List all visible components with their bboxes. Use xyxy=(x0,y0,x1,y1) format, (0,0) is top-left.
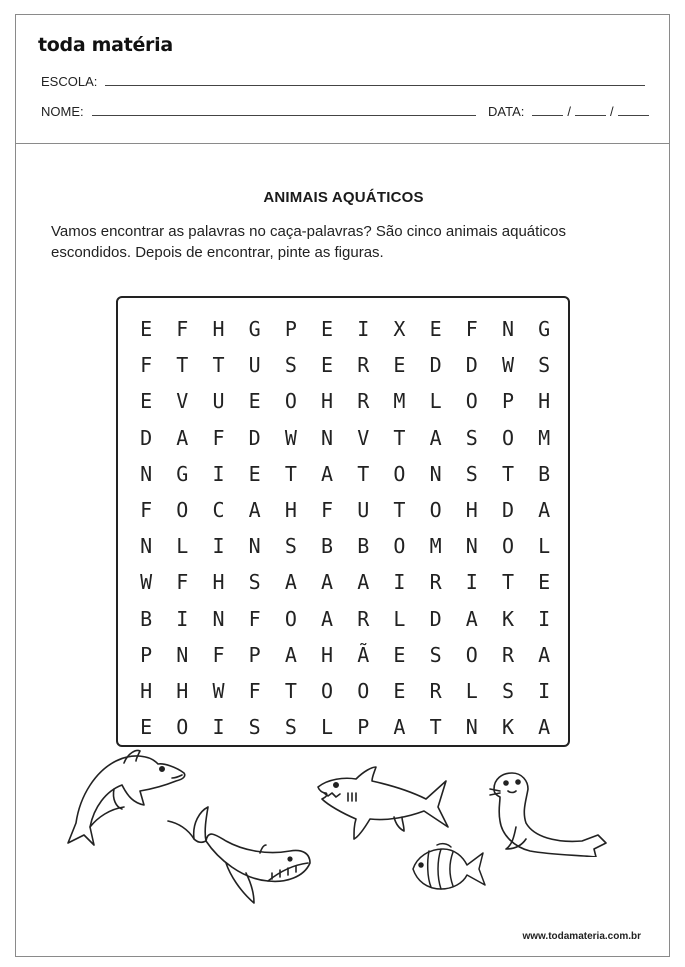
grid-cell[interactable]: D xyxy=(501,498,514,523)
date-label: DATA: xyxy=(488,104,525,119)
grid-cell[interactable]: H xyxy=(465,498,478,523)
grid-cell[interactable]: H xyxy=(284,498,297,523)
grid-cell[interactable]: L xyxy=(538,534,551,559)
grid-cell[interactable]: F xyxy=(248,606,261,631)
grid-cell[interactable]: A xyxy=(284,570,297,595)
grid-cell[interactable]: E xyxy=(140,389,153,414)
grid-cell[interactable]: N xyxy=(465,715,478,740)
grid-cell[interactable]: B xyxy=(538,461,551,486)
grid-cell[interactable]: P xyxy=(501,389,514,414)
grid-cell[interactable]: I xyxy=(212,715,225,740)
header-divider xyxy=(16,143,669,144)
grid-cell[interactable]: S xyxy=(429,642,442,667)
grid-cell[interactable]: O xyxy=(393,461,406,486)
school-field xyxy=(41,74,645,89)
fish-icon xyxy=(409,841,489,895)
school-line[interactable] xyxy=(105,85,645,86)
grid-cell[interactable]: P xyxy=(357,715,370,740)
grid-cell[interactable]: E xyxy=(321,353,334,378)
date-separator: / xyxy=(609,104,614,119)
grid-cell[interactable]: I xyxy=(393,570,406,595)
grid-cell[interactable]: A xyxy=(321,461,334,486)
grid-cell[interactable]: S xyxy=(284,715,297,740)
grid-cell[interactable]: A xyxy=(176,425,189,450)
grid-cell[interactable]: E xyxy=(140,317,153,342)
grid-cell[interactable]: M xyxy=(393,389,406,414)
grid-cell[interactable]: F xyxy=(248,678,261,703)
grid-cell[interactable]: E xyxy=(248,461,261,486)
grid-cell[interactable]: A xyxy=(538,642,551,667)
website-url: www.todamateria.com.br xyxy=(522,931,641,942)
grid-cell[interactable]: U xyxy=(212,389,225,414)
grid-cell[interactable]: L xyxy=(429,389,442,414)
grid-cell[interactable]: O xyxy=(357,678,370,703)
grid-cell[interactable]: I xyxy=(357,317,370,342)
grid-cell[interactable]: S xyxy=(501,678,514,703)
grid-cell[interactable]: P xyxy=(140,642,153,667)
grid-cell[interactable]: M xyxy=(429,534,442,559)
grid-cell[interactable]: O xyxy=(176,498,189,523)
grid-cell[interactable]: E xyxy=(429,317,442,342)
grid-cell[interactable]: E xyxy=(140,715,153,740)
grid-cell[interactable]: X xyxy=(393,317,406,342)
grid-cell[interactable]: I xyxy=(212,461,225,486)
grid-cell[interactable]: L xyxy=(465,678,478,703)
grid-cell[interactable]: F xyxy=(212,425,225,450)
grid-cell[interactable]: T xyxy=(284,461,297,486)
grid-cell[interactable]: F xyxy=(140,353,153,378)
grid-cell[interactable]: S xyxy=(284,353,297,378)
grid-cell[interactable]: W xyxy=(140,570,153,595)
grid-cell[interactable]: L xyxy=(321,715,334,740)
grid-cell[interactable]: U xyxy=(248,353,261,378)
grid-cell[interactable]: H xyxy=(321,642,334,667)
grid-cell[interactable]: A xyxy=(538,498,551,523)
grid-cell[interactable]: T xyxy=(393,425,406,450)
grid-cell[interactable]: U xyxy=(357,498,370,523)
grid-cell[interactable]: T xyxy=(429,715,442,740)
grid-cell[interactable]: S xyxy=(538,353,551,378)
grid-cell[interactable]: D xyxy=(248,425,261,450)
word-search-box xyxy=(116,296,570,747)
date-month-line[interactable] xyxy=(575,115,606,116)
grid-cell[interactable]: N xyxy=(140,461,153,486)
grid-cell[interactable]: S xyxy=(284,534,297,559)
grid-cell[interactable]: E xyxy=(248,389,261,414)
grid-cell[interactable]: E xyxy=(393,678,406,703)
grid-cell[interactable]: V xyxy=(357,425,370,450)
grid-cell[interactable]: F xyxy=(176,317,189,342)
grid-cell[interactable]: N xyxy=(501,317,514,342)
grid-cell[interactable]: I xyxy=(465,570,478,595)
instructions-text: Vamos encontrar as palavras no caça-palavras? São cinco animais aquáticos escondidos. Depois de encontrar, pinte as figuras. xyxy=(51,223,566,261)
grid-cell[interactable]: F xyxy=(140,498,153,523)
grid-cell[interactable]: G xyxy=(538,317,551,342)
date-field xyxy=(488,104,649,119)
grid-cell[interactable]: R xyxy=(429,570,442,595)
grid-cell[interactable]: E xyxy=(321,317,334,342)
grid-cell[interactable]: I xyxy=(212,534,225,559)
name-field xyxy=(41,104,476,119)
grid-cell[interactable]: H xyxy=(538,389,551,414)
grid-cell[interactable]: K xyxy=(501,715,514,740)
grid-cell[interactable]: D xyxy=(429,606,442,631)
grid-cell[interactable]: D xyxy=(465,353,478,378)
grid-cell[interactable]: F xyxy=(321,498,334,523)
name-label: NOME: xyxy=(41,104,84,119)
grid-cell[interactable]: V xyxy=(176,389,189,414)
grid-cell[interactable]: F xyxy=(176,570,189,595)
worksheet xyxy=(15,14,670,957)
grid-cell[interactable]: C xyxy=(212,498,225,523)
grid-cell[interactable]: L xyxy=(393,606,406,631)
shark-icon xyxy=(314,763,454,843)
grid-cell[interactable]: A xyxy=(248,498,261,523)
grid-cell[interactable]: O xyxy=(321,678,334,703)
grid-cell[interactable]: G xyxy=(248,317,261,342)
grid-cell[interactable]: O xyxy=(429,498,442,523)
grid-cell[interactable]: F xyxy=(465,317,478,342)
grid-cell[interactable]: O xyxy=(465,389,478,414)
grid-cell[interactable]: N xyxy=(176,642,189,667)
grid-cell[interactable]: A xyxy=(357,570,370,595)
grid-cell[interactable]: Ã xyxy=(357,642,370,667)
grid-cell[interactable]: N xyxy=(140,534,153,559)
grid-cell[interactable]: M xyxy=(538,425,551,450)
grid-cell[interactable]: A xyxy=(538,715,551,740)
grid-cell[interactable]: O xyxy=(176,715,189,740)
grid-cell[interactable]: I xyxy=(538,678,551,703)
grid-cell[interactable]: H xyxy=(212,570,225,595)
grid-cell[interactable]: O xyxy=(501,534,514,559)
grid-cell[interactable]: E xyxy=(393,353,406,378)
grid-cell[interactable]: F xyxy=(212,642,225,667)
grid-cell[interactable]: S xyxy=(465,425,478,450)
date-day-line[interactable] xyxy=(532,115,563,116)
grid-cell[interactable]: O xyxy=(284,606,297,631)
page-title: ANIMAIS AQUÁTICOS xyxy=(263,189,424,206)
grid-cell[interactable]: T xyxy=(176,353,189,378)
grid-cell[interactable]: I xyxy=(176,606,189,631)
grid-cell[interactable]: H xyxy=(212,317,225,342)
grid-cell[interactable]: R xyxy=(357,389,370,414)
grid-cell[interactable]: S xyxy=(248,715,261,740)
grid-cell[interactable]: B xyxy=(357,534,370,559)
grid-cell[interactable]: O xyxy=(501,425,514,450)
grid-cell[interactable]: D xyxy=(429,353,442,378)
grid-cell[interactable]: N xyxy=(212,606,225,631)
grid-cell[interactable]: R xyxy=(501,642,514,667)
grid-cell[interactable]: G xyxy=(176,461,189,486)
grid-cell[interactable]: R xyxy=(357,353,370,378)
date-year-line[interactable] xyxy=(618,115,649,116)
grid-cell[interactable]: W xyxy=(501,353,514,378)
grid-cell[interactable]: K xyxy=(501,606,514,631)
name-line[interactable] xyxy=(92,115,476,116)
grid-cell[interactable]: L xyxy=(176,534,189,559)
grid-cell[interactable]: H xyxy=(321,389,334,414)
grid-cell[interactable]: W xyxy=(284,425,297,450)
brand-logo: toda matéria xyxy=(38,34,173,56)
grid-cell[interactable]: T xyxy=(501,461,514,486)
school-label: ESCOLA: xyxy=(41,74,98,89)
grid-cell[interactable]: P xyxy=(284,317,297,342)
grid-cell[interactable]: E xyxy=(538,570,551,595)
word-search-grid xyxy=(128,311,562,745)
grid-cell[interactable]: T xyxy=(284,678,297,703)
seal-icon xyxy=(486,767,611,857)
grid-cell[interactable]: A xyxy=(321,606,334,631)
grid-cell[interactable]: A xyxy=(429,425,442,450)
grid-cell[interactable]: N xyxy=(465,534,478,559)
grid-cell[interactable]: B xyxy=(140,606,153,631)
grid-cell[interactable]: H xyxy=(176,678,189,703)
grid-cell[interactable]: N xyxy=(321,425,334,450)
grid-cell[interactable]: O xyxy=(465,642,478,667)
grid-cell[interactable]: S xyxy=(248,570,261,595)
whale-icon xyxy=(164,793,314,913)
grid-cell[interactable]: O xyxy=(393,534,406,559)
grid-cell[interactable]: O xyxy=(284,389,297,414)
grid-cell[interactable]: S xyxy=(465,461,478,486)
grid-cell[interactable]: T xyxy=(357,461,370,486)
grid-cell[interactable]: A xyxy=(284,642,297,667)
grid-cell[interactable]: A xyxy=(321,570,334,595)
grid-cell[interactable]: R xyxy=(429,678,442,703)
grid-cell[interactable]: I xyxy=(538,606,551,631)
grid-cell[interactable]: H xyxy=(140,678,153,703)
grid-cell[interactable]: P xyxy=(248,642,261,667)
grid-cell[interactable]: T xyxy=(393,498,406,523)
grid-cell[interactable]: B xyxy=(321,534,334,559)
grid-cell[interactable]: T xyxy=(212,353,225,378)
grid-cell[interactable]: A xyxy=(393,715,406,740)
grid-cell[interactable]: E xyxy=(393,642,406,667)
grid-cell[interactable]: A xyxy=(465,606,478,631)
grid-cell[interactable]: N xyxy=(248,534,261,559)
grid-cell[interactable]: T xyxy=(501,570,514,595)
date-separator: / xyxy=(567,104,571,119)
grid-cell[interactable]: N xyxy=(429,461,442,486)
grid-cell[interactable]: R xyxy=(357,606,370,631)
grid-cell[interactable]: W xyxy=(212,678,225,703)
grid-cell[interactable]: D xyxy=(140,425,153,450)
